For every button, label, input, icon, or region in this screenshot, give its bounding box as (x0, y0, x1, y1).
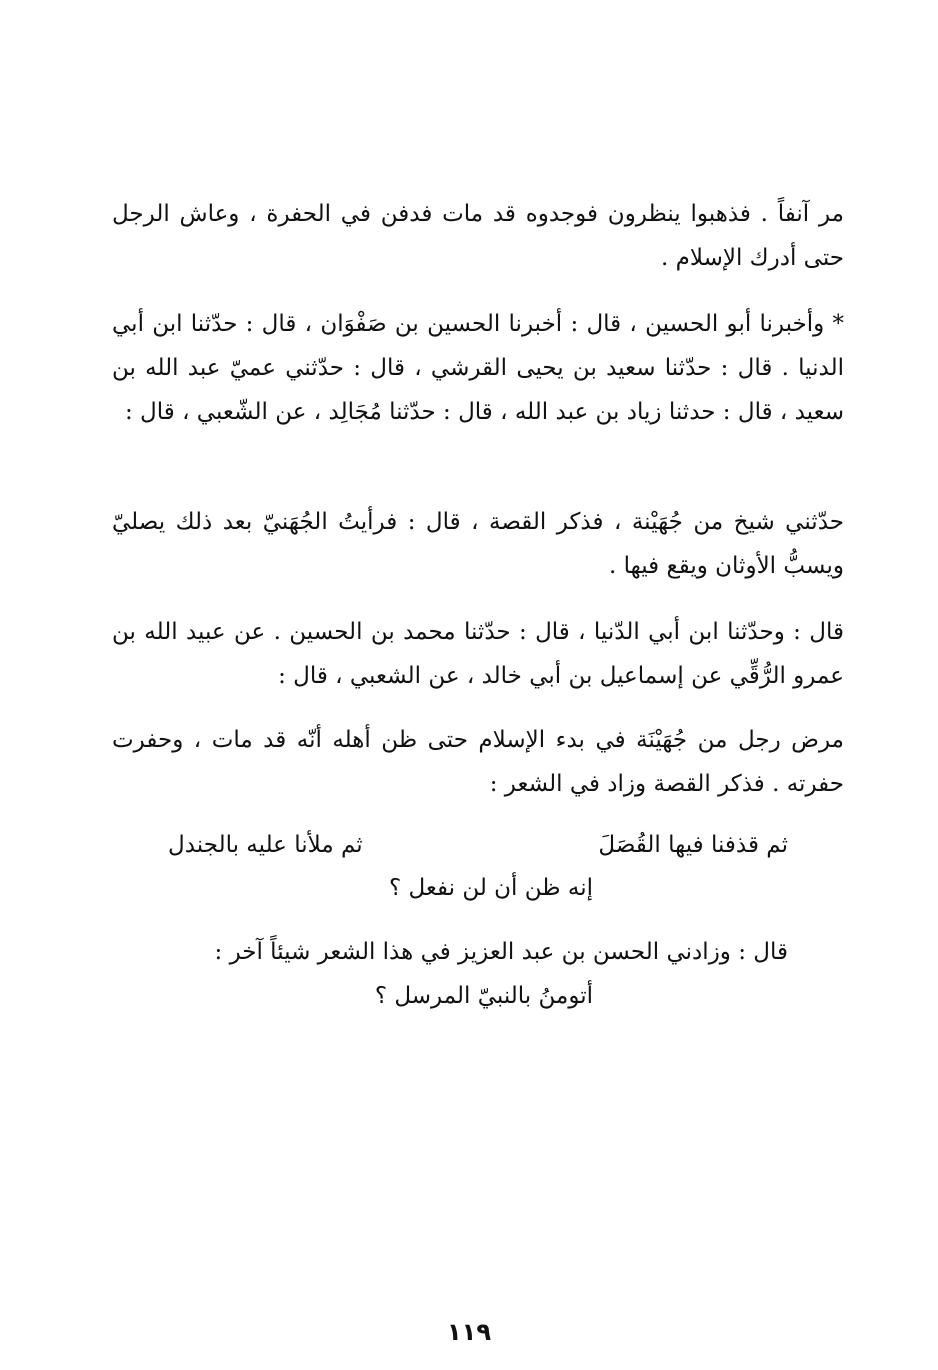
verse-line-3: أتومنُ بالنبيّ المرسل ؟ (374, 983, 593, 1009)
verse-hemistich-second: ثم ملأنا عليه بالجندل (168, 832, 363, 858)
page-number: ١١٩ (447, 1318, 491, 1346)
paragraph-juhani-story: حدّثني شيخ من جُهَيْنة ، فذكر القصة ، قال : فرأيتُ الجُهَنيّ بعد ذلك يصليّ ويسبُّ الأوثان ويقع فيها . (112, 509, 844, 579)
verse-line-2: إنه ظن أن لن نفعل ؟ (388, 875, 593, 901)
paragraph-isnad-shabi: * وأخبرنا أبو الحسين ، قال : أخبرنا الحسين بن صَفْوَان ، قال : حدّثنا ابن أبي الدنيا . قال : حدّثنا سعيد بن يحيى القرشي ، قال : حدّثني عميّ عبد الله بن سعيد ، قال : حدثنا زياد بن عبد الله ، قال : حدّثنا مُجَالِد ، عن الشّعبي ، قال : (112, 311, 844, 425)
paragraph-sick-man: مرض رجل من جُهَيْنَة في بدء الإسلام حتى ظن أهله أنّه قد مات ، وحفرت حفرته . فذكر القصة وزاد في الشعر : (112, 727, 844, 797)
paragraph-isnad-ibn-abi-dunya: قال : وحدّثنا ابن أبي الدّنيا ، قال : حدّثنا محمد بن الحسين . عن عبيد الله بن عمرو الرُّقِّي عن إسماعيل بن أبي خالد ، عن الشعبي ، قال : (112, 619, 844, 689)
verse-line-1 (168, 823, 788, 867)
paragraph-hasan-addition: قال : وزادني الحسن بن عبد العزيز في هذا الشعر شيئاً آخر : (214, 939, 788, 965)
paragraph-continuation: مر آنفاً . فذهبوا ينظرون فوجدوه قد مات فدفن في الحفرة ، وعاش الرجل حتى أدرك الإسلام . (112, 201, 844, 271)
verse-hemistich-first: ثم قذفنا فيها القُصَلَ (598, 832, 788, 858)
